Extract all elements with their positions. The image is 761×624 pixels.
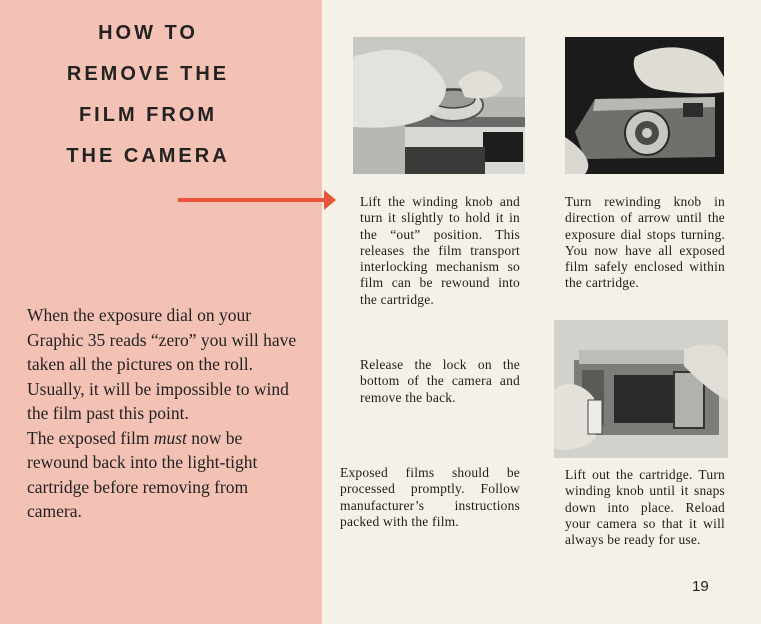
intro-text-span: now be rewound back into the light-tight cartridge before removing from camera. xyxy=(27,427,258,521)
page-title xyxy=(28,18,268,182)
step-release-lock: Release the lock on the bottom of the camera and remove the back. xyxy=(360,357,520,405)
step-lift-out-cartridge: Lift out the cartridge. Turn winding knob until it snaps down into place. Reload your camera so that it will always be ready for use. xyxy=(565,467,725,548)
intro-paragraph xyxy=(27,426,307,524)
step-process-film: Exposed films should be processed promptly. Follow manufacturer’s instructions packed with the film. xyxy=(340,465,520,529)
title-line: THE CAMERA xyxy=(66,145,230,167)
page-number: 19 xyxy=(692,578,709,595)
photo-lift-winding-knob xyxy=(353,37,525,174)
title-line: REMOVE THE xyxy=(66,63,230,85)
intro-text xyxy=(27,303,307,524)
intro-text-span: The exposed film xyxy=(27,427,154,448)
title-line: HOW TO xyxy=(98,22,198,44)
intro-paragraph: When the exposure dial on your Graphic 35 reads “zero” you will have taken all the pictures on the roll. Usually, it will be impossible to wind the film past this point. xyxy=(27,305,297,423)
photo-turn-rewinding-knob xyxy=(565,37,724,174)
red-arrow-icon xyxy=(324,190,336,210)
intro-emphasis: must xyxy=(153,427,187,448)
red-arrow-shaft xyxy=(178,198,322,202)
step-lift-winding-knob: Lift the winding knob and turn it slightly to hold it in the “out” position. This releases the film transport interlocking mechanism so film can be rewound into the cartridge. xyxy=(360,194,520,307)
step-turn-rewinding-knob: Turn rewinding knob in direction of arrow until the exposure dial stops turning. You now have all exposed film safely enclosed within the cartridge. xyxy=(565,194,725,291)
title-line: FILM FROM xyxy=(78,104,218,126)
photo-lift-out-cartridge xyxy=(554,320,728,458)
